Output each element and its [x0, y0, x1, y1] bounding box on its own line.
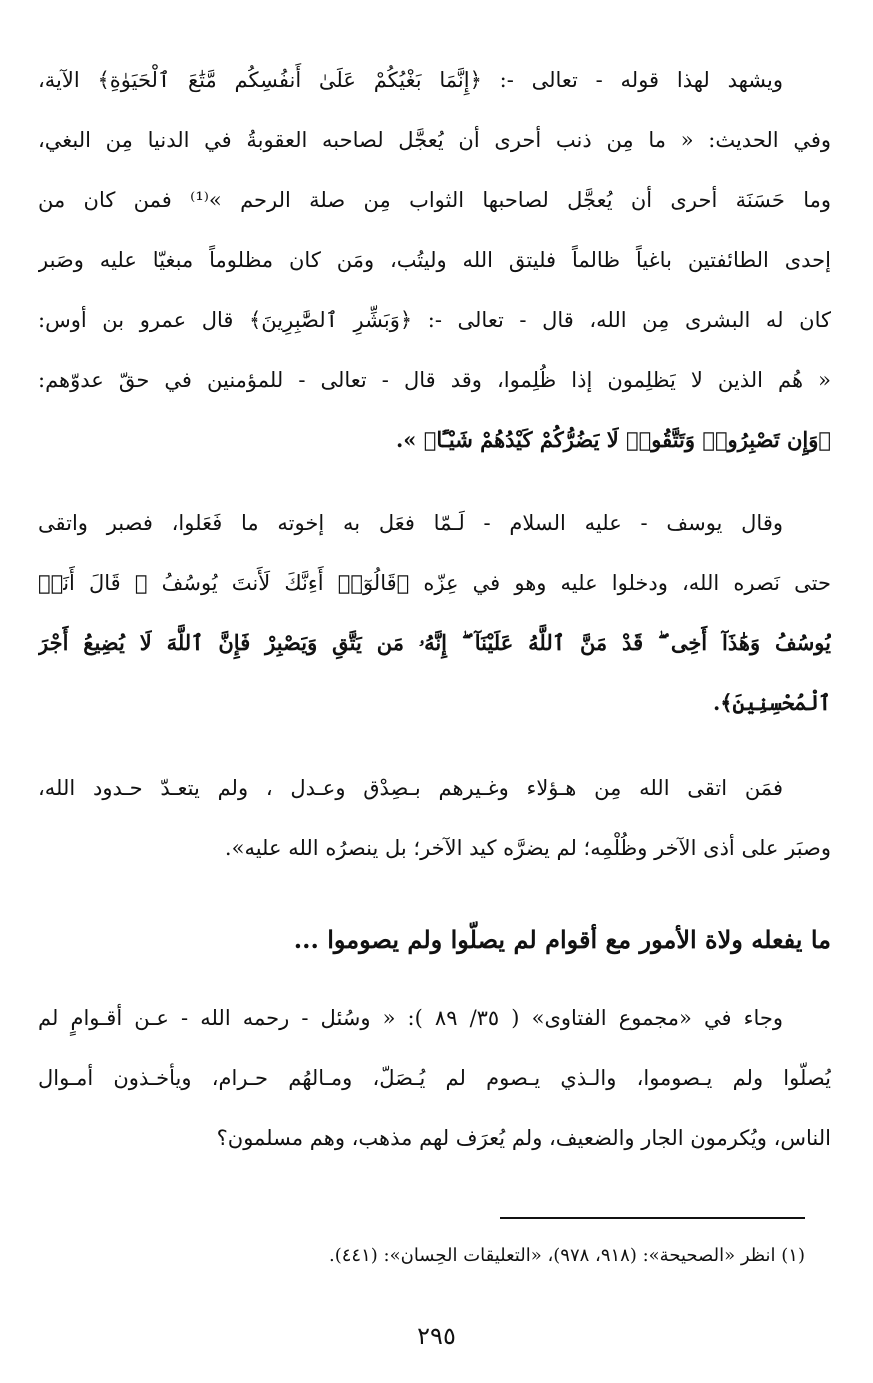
text-line: وما حَسَنَة أحرى أن يُعجَّل لصاحبها الثواب مِن صلة الرحم »⁽¹⁾ فمن كان من [38, 188, 831, 212]
paragraph-4 [38, 988, 831, 1168]
paragraph-3 [38, 758, 831, 878]
text-line: وقال يوسف - عليه السلام - لَـمّا فعَل به إخوته ما فَعَلوا، فصبر واتقى [38, 511, 783, 535]
text-line: كان له البشرى مِن الله، قال - تعالى -: ﴿وَبَشِّرِ ٱلصَّٰبِرِينَ﴾ قال عمرو بن أوس: [38, 308, 831, 332]
paragraph-1 [38, 50, 831, 470]
section-heading: ما يفعله ولاة الأمور مع أقوام لم يصلّوا ولم يصوموا ... [293, 925, 831, 954]
text-line: يُوسُفُ وَهَٰذَآ أَخِى ۖ قَدْ مَنَّ ٱللَّهُ عَلَيْنَآ ۖ إِنَّهُۥ مَن يَتَّقِ وَيَصْبِرْ فَإِنَّ ٱللَّهَ لَا يُضِيعُ أَجْرَ [38, 630, 831, 655]
text-line: إحدى الطائفتين باغياً ظالماً فليتق الله وليتُب، ومَن كان مظلوماً مبغيّا عليه وصَبر [38, 248, 831, 272]
text-line: ﴿وَإِن تَصْبِرُوا۟ وَتَتَّقُوا۟ لَا يَضُرُّكُمْ كَيْدُهُمْ شَيْـًٔا﴾ ». [395, 427, 831, 452]
text-line: ٱلْمُحْسِنِينَ﴾. [712, 690, 831, 715]
text-line: الناس، ويُكرمون الجار والضعيف، ولم يُعرَف لهم مذهب، وهم مسلمون؟ [216, 1126, 831, 1150]
text-line: ويشهد لهذا قوله - تعالى -: ﴿إِنَّمَا بَغْيُكُمْ عَلَىٰ أَنفُسِكُم مَّتَٰعَ ٱلْحَيَوٰةِ﴾ الآية، [38, 68, 783, 92]
page-number: ٢٩٥ [417, 1322, 456, 1350]
footnote: (١) انظر «الصحيحة»: (٩١٨، ٩٧٨)، «التعليقات الحِسان»: (٤٤١). [329, 1245, 805, 1266]
text-line: حتى نَصره الله، ودخلوا عليه وهو في عِزّه ﴿قَالُوٓا۟ أَءِنَّكَ لَأَنتَ يُوسُفُ ۖ قَالَ أَنَا۠ [38, 571, 831, 595]
text-line: يُصلّوا ولم يـصوموا، والـذي يـصوم لم يُـصَلّ، ومـالهُم حـرام، ويأخـذون أمـوال [38, 1066, 831, 1090]
footnote-divider [500, 1217, 805, 1219]
text-line: فمَن اتقى الله مِن هـؤلاء وغـيرهم بـصِدْق وعـدل ، ولم يتعـدّ حـدود الله، [38, 776, 783, 800]
text-line: وجاء في «مجموع الفتاوى» ( ٣٥/ ٨٩ ): « وسُئل - رحمه الله - عـن أقـوامٍ لم [38, 1006, 783, 1030]
paragraph-2 [38, 493, 831, 733]
text-line: « هُم الذين لا يَظلِمون إذا ظُلِموا، وقد قال - تعالى - للمؤمنين في حقّ عدوّهم: [38, 368, 831, 392]
text-line: وصبَر على أذى الآخر وظُلْمِه؛ لم يضرَّه كيد الآخر؛ بل ينصرُه الله عليه». [224, 836, 831, 860]
text-line: وفي الحديث: « ما مِن ذنب أحرى أن يُعجَّل لصاحبه العقوبةُ في الدنيا مِن البغي، [38, 128, 831, 152]
